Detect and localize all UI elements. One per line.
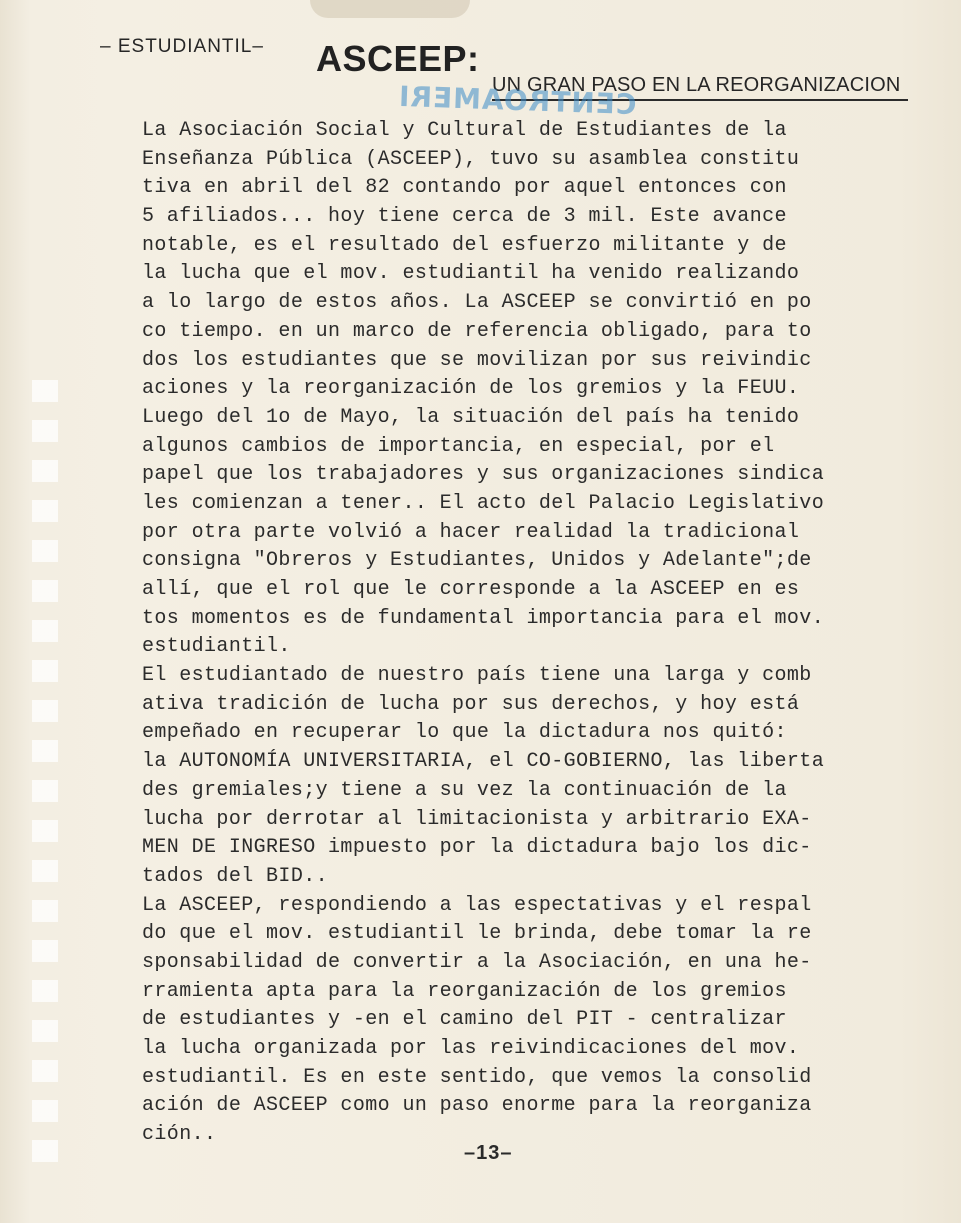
- section-label: – ESTUDIANTIL–: [100, 36, 264, 57]
- body-line: lucha por derrotar al limitacionista y arbitrario EXA-: [142, 807, 812, 831]
- body-line: co tiempo. en un marco de referencia obligado, para to: [142, 319, 812, 343]
- body-line: ción..: [142, 1123, 217, 1147]
- body-line: consigna "Obreros y Estudiantes, Unidos y Adelante";de: [142, 549, 812, 573]
- body-line: estudiantil. Es en este sentido, que vemos la consolid: [142, 1065, 812, 1089]
- body-line: des gremiales;y tiene a su vez la continuación de la: [142, 778, 787, 802]
- body-line: algunos cambios de importancia, en especial, por el: [142, 434, 775, 458]
- library-stamp: CENTROAMERI: [397, 79, 637, 122]
- body-line: les comienzan a tener.. El acto del Palacio Legislativo: [142, 491, 825, 515]
- article-title: ASCEEP:: [316, 38, 480, 79]
- body-line: dos los estudiantes que se movilizan por sus reivindic: [142, 348, 812, 372]
- body-line: La ASCEEP, respondiendo a las espectativas y el respal: [142, 893, 812, 917]
- body-line: la AUTONOMÍA UNIVERSITARIA, el CO-GOBIERNO, las liberta: [142, 750, 825, 774]
- body-line: ación de ASCEEP como un paso enorme para la reorganiza: [142, 1094, 812, 1118]
- article-body: [142, 117, 942, 1150]
- body-line: la lucha organizada por las reivindicaciones del mov.: [142, 1037, 800, 1060]
- body-line: de estudiantes y -en el camino del PIT - centralizar: [142, 1008, 787, 1032]
- body-line: Enseñanza Pública (ASCEEP), tuvo su asamblea constitu: [142, 147, 800, 171]
- body-line: El estudiantado de nuestro país tiene una larga y comb: [142, 664, 812, 688]
- body-line: ativa tradición de lucha por sus derechos, y hoy está: [142, 692, 800, 716]
- body-line: rramienta apta para la reorganización de los gremios: [142, 979, 787, 1003]
- body-line: MEN DE INGRESO impuesto por la dictadura bajo los dic-: [142, 836, 812, 860]
- body-line: 5 afiliados... hoy tiene cerca de 3 mil. Este avance: [142, 205, 787, 229]
- body-line: tados del BID..: [142, 864, 329, 888]
- body-line: empeñado en recuperar lo que la dictadura nos quitó:: [142, 721, 787, 745]
- body-line: Luego del 1o de Mayo, la situación del país ha tenido: [142, 405, 800, 429]
- body-line: allí, que el rol que le corresponde a la ASCEEP en es: [142, 578, 800, 601]
- body-line: por otra parte volvió a hacer realidad la tradicional: [142, 520, 800, 544]
- body-line: do que el mov. estudiantil le brinda, debe tomar la re: [142, 922, 812, 946]
- article-subtitle: UN GRAN PASO EN LA REORGANIZACION: [492, 74, 908, 101]
- body-line: estudiantil.: [142, 635, 291, 659]
- body-line: tiva en abril del 82 contando por aquel entonces con: [142, 176, 787, 200]
- body-line: papel que los trabajadores y sus organizaciones sindica: [142, 463, 825, 487]
- body-line: La Asociación Social y Cultural de Estudiantes de la: [142, 119, 787, 142]
- page-number: –13–: [464, 1142, 513, 1164]
- body-line: tos momentos es de fundamental importancia para el mov.: [142, 606, 825, 630]
- body-line: a lo largo de estos años. La ASCEEP se convirtió en po: [142, 291, 812, 315]
- body-line: aciones y la reorganización de los gremios y la FEUU.: [142, 377, 800, 401]
- body-line: notable, es el resultado del esfuerzo militante y de: [142, 233, 787, 257]
- body-line: la lucha que el mov. estudiantil ha venido realizando: [142, 262, 800, 286]
- body-line: sponsabilidad de convertir a la Asociación, en una he-: [142, 950, 812, 974]
